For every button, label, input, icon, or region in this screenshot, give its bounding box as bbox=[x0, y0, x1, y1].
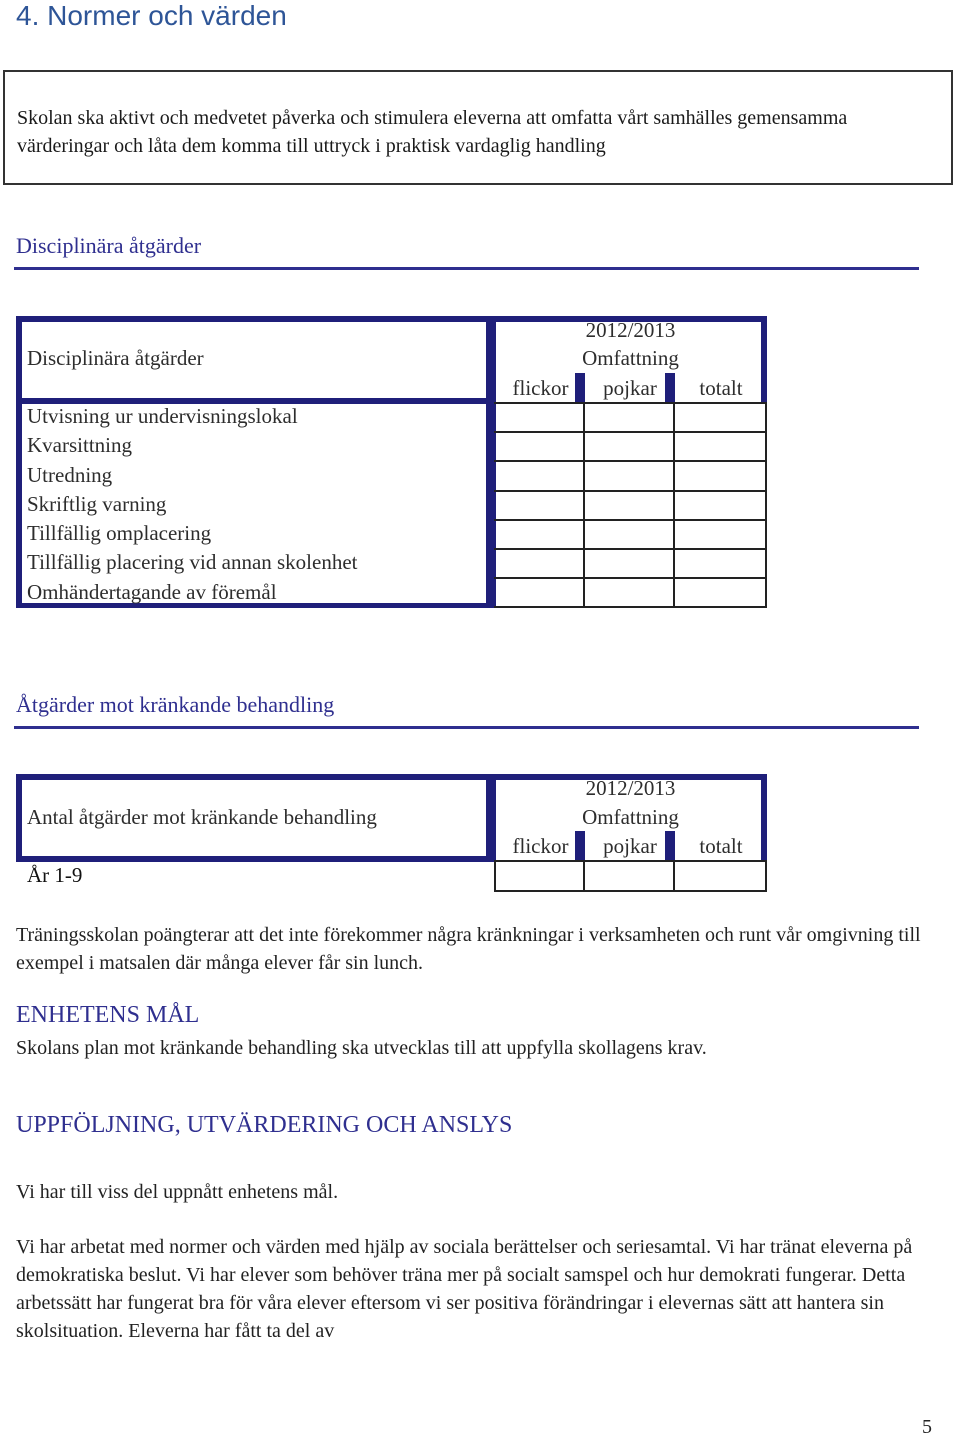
table-row-header: Antal åtgärder mot kränkande behandling bbox=[27, 805, 377, 829]
intro-box bbox=[3, 70, 953, 185]
followup-title: UPPFÖLJNING, UTVÄRDERING OCH ANSLYS bbox=[16, 1112, 513, 1138]
grid-line bbox=[494, 860, 496, 892]
table-row-label: Omhändertagande av föremål bbox=[27, 580, 277, 604]
grid-line bbox=[494, 519, 767, 521]
goal-title: ENHETENS MÅL bbox=[16, 1002, 200, 1028]
table-border-left bbox=[16, 316, 22, 404]
table-year: 2012/2013 bbox=[585, 776, 676, 800]
table-row-label: År 1-9 bbox=[27, 863, 83, 887]
followup-paragraph-1: Vi har till viss del uppnått enhetens mål. bbox=[16, 1181, 339, 1203]
col-totalt: totalt bbox=[699, 376, 743, 400]
table-row-label: Tillfällig placering vid annan skolenhet bbox=[27, 550, 358, 574]
table-row-label: Kvarsittning bbox=[27, 433, 132, 457]
harassment-paragraph: Träningsskolan poängterar att det inte förekommer några kränkningar i verksamheten och runt vår omgivning till exempel i matsalen där många elever får sin lunch. bbox=[16, 924, 921, 974]
col-totalt: totalt bbox=[699, 834, 743, 858]
table-border-divider bbox=[486, 316, 496, 404]
section-title-disciplinary: Disciplinära åtgärder bbox=[16, 233, 202, 258]
grid-line bbox=[494, 548, 767, 550]
col-pojkar: pojkar bbox=[603, 376, 657, 400]
table-border-left-lower bbox=[16, 402, 22, 607]
intro-text: Skolan ska aktivt och medvetet påverka och stimulera eleverna att omfatta vårt samhälles gemensamma värderingar och låta dem komma till uttryck i praktisk vardaglig handling bbox=[17, 107, 848, 157]
grid-line bbox=[673, 860, 675, 892]
table-row-header: Disciplinära åtgärder bbox=[27, 346, 204, 370]
grid-line bbox=[494, 460, 767, 462]
table-row-label: Utredning bbox=[27, 463, 113, 487]
col-pojkar: pojkar bbox=[603, 834, 657, 858]
followup-paragraph-2: Vi har arbetat med normer och värden med hjälp av sociala berättelser och seriesamtal. Vi har tränat eleverna på demokratiska beslut. Vi har elever som behöver träna mer på socialt samspel och hur demokrati fungerar. Detta arbetssätt har fungerat bra för våra elever eftersom vi ser positiva förändringar i elevernas sätt att hantera sin skolsituation. Eleverna har fått ta del av bbox=[16, 1236, 913, 1342]
goal-text: Skolans plan mot kränkande behandling ska utvecklas till att uppfylla skollagens krav. bbox=[16, 1037, 707, 1059]
grid-line bbox=[494, 577, 767, 579]
table-border-divider bbox=[486, 774, 496, 862]
grid-line bbox=[765, 402, 767, 608]
grid-line bbox=[494, 890, 767, 892]
col-flickor: flickor bbox=[512, 376, 569, 400]
table-border-mid bbox=[16, 856, 496, 862]
table-row-label: Skriftlig varning bbox=[27, 492, 167, 516]
table-scope: Omfattning bbox=[582, 346, 679, 370]
grid-line bbox=[494, 606, 767, 608]
grid-line bbox=[765, 860, 767, 892]
grid-line bbox=[583, 860, 585, 892]
grid-line bbox=[494, 490, 767, 492]
table-year: 2012/2013 bbox=[585, 318, 676, 342]
section-rule bbox=[14, 726, 919, 729]
grid-line bbox=[494, 402, 767, 404]
grid-line bbox=[673, 402, 675, 608]
page-title: 4. Normer och värden bbox=[16, 0, 287, 31]
table-row-label: Utvisning ur undervisningslokal bbox=[27, 404, 298, 428]
page-number: 5 bbox=[922, 1416, 932, 1438]
section-rule bbox=[14, 267, 919, 270]
table-scope: Omfattning bbox=[582, 805, 679, 829]
section-title-harassment: Åtgärder mot kränkande behandling bbox=[16, 692, 335, 717]
table-border-left bbox=[16, 774, 22, 862]
col-flickor: flickor bbox=[512, 834, 569, 858]
table-row-label: Tillfällig omplacering bbox=[27, 521, 212, 545]
grid-line bbox=[494, 431, 767, 433]
grid-line bbox=[494, 860, 767, 862]
grid-line bbox=[583, 402, 585, 608]
